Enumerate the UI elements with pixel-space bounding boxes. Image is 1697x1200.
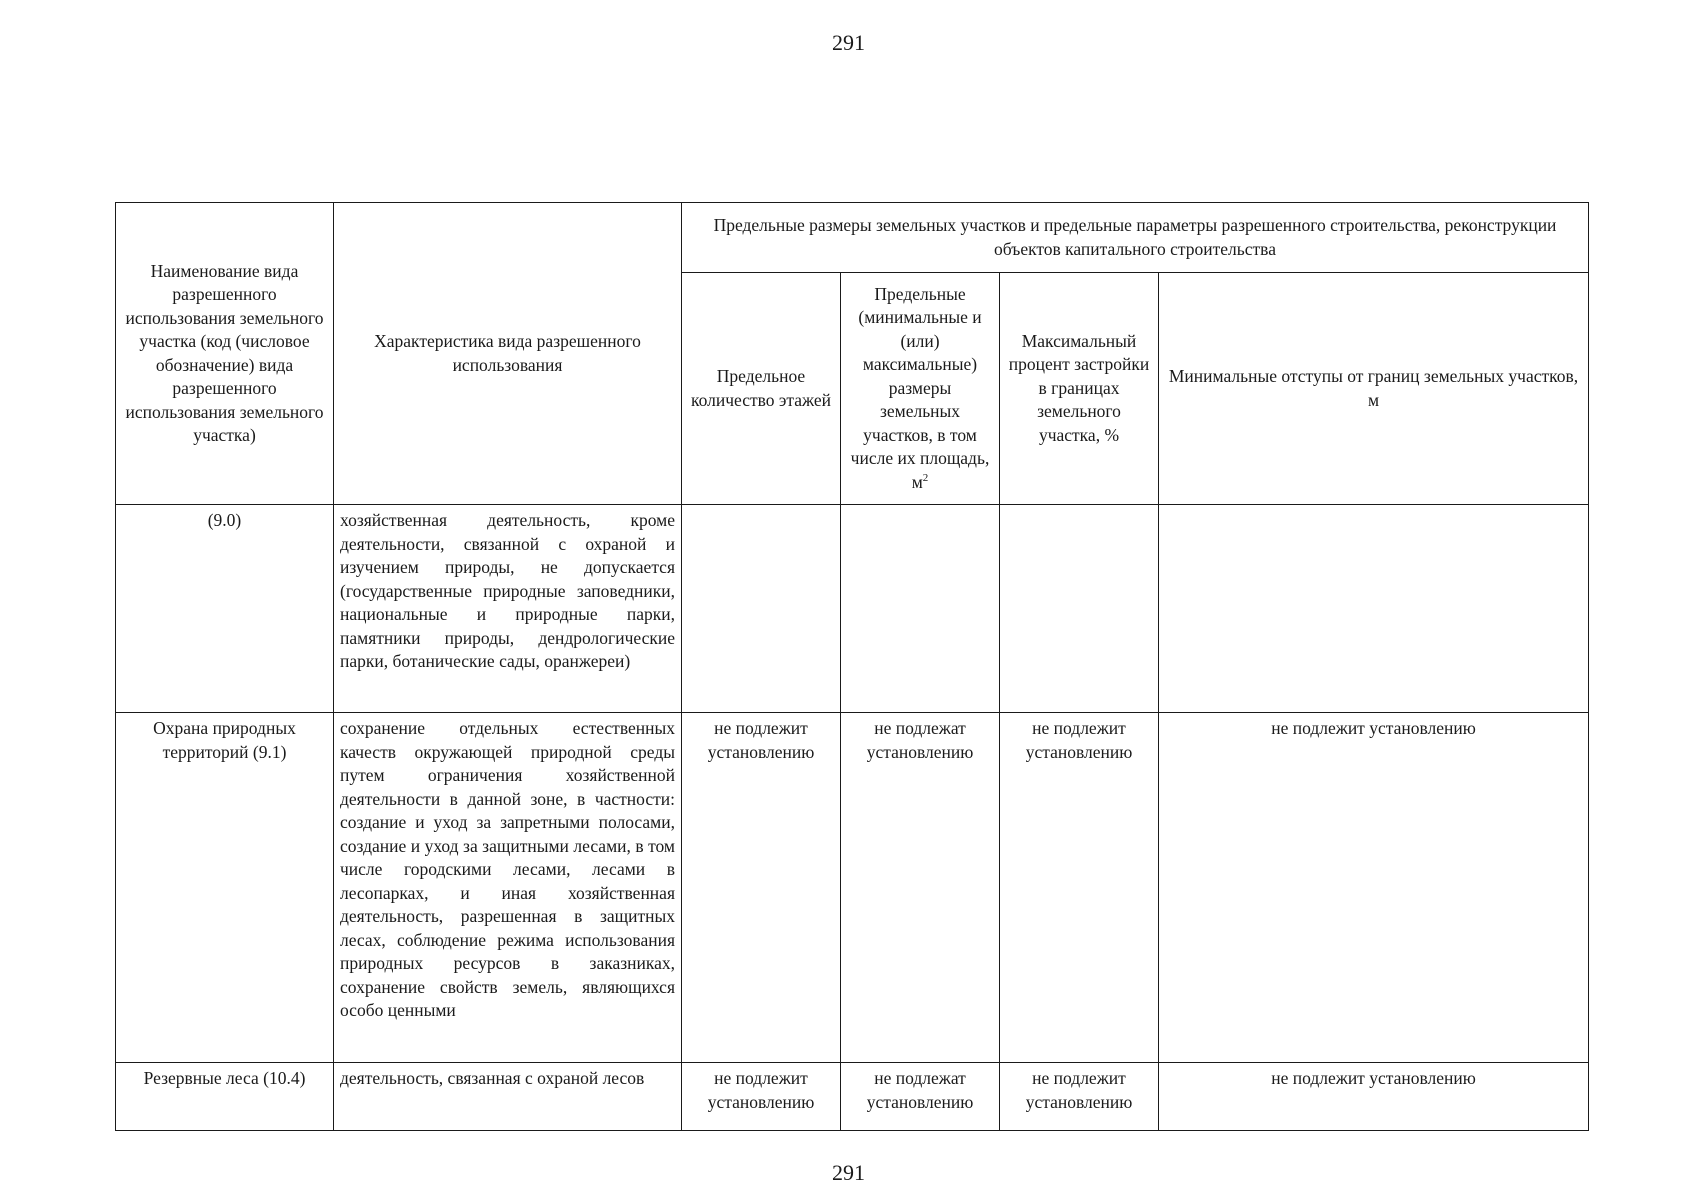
zoning-regulations-table xyxy=(115,202,1589,1131)
header-plot-size-sup: 2 xyxy=(922,471,929,484)
header-setbacks: Минимальные отступы от границ земельных участков, м xyxy=(1159,273,1589,505)
header-plot-size-text: Предельные (минимальные и (или) максимальные) размеры земельных участков, в том числе их площадь, м xyxy=(850,283,990,492)
row-plot-size: не подлежат установлению xyxy=(841,713,1000,1063)
header-limits-group: Предельные размеры земельных участков и предельные параметры разрешенного строительства, реконструкции объектов капитального строительства xyxy=(682,203,1589,273)
row-floors: не подлежит установлению xyxy=(682,1063,841,1131)
row-name: Резервные леса (10.4) xyxy=(116,1063,334,1131)
row-floors: не подлежит установлению xyxy=(682,713,841,1063)
row-max-coverage: не подлежит установлению xyxy=(1000,713,1159,1063)
header-max-coverage: Максимальный процент застройки в границах земельного участка, % xyxy=(1000,273,1159,505)
row-max-coverage: не подлежит установлению xyxy=(1000,1063,1159,1131)
row-setbacks: не подлежит установлению xyxy=(1159,1063,1589,1131)
header-floors: Предельное количество этажей xyxy=(682,273,841,505)
row-characteristic: хозяйственная деятельность, кроме деятельности, связанной с охраной и изучением природы, не допускается (государственные природные заповедники, национальные и природные парки, памятники природы, дендрологические парки, ботанические сады, оранжереи) xyxy=(334,505,682,713)
table-row xyxy=(116,505,1589,713)
row-characteristic: деятельность, связанная с охраной лесов xyxy=(334,1063,682,1131)
row-name: (9.0) xyxy=(116,505,334,713)
row-plot-size: не подлежат установлению xyxy=(841,1063,1000,1131)
header-row-1 xyxy=(116,203,1589,273)
row-plot-size xyxy=(841,505,1000,713)
header-name: Наименование вида разрешенного использования земельного участка (код (числовое обозначение) вида разрешенного использования земельного участка) xyxy=(116,203,334,505)
row-setbacks: не подлежит установлению xyxy=(1159,713,1589,1063)
header-characteristic: Характеристика вида разрешенного использования xyxy=(334,203,682,505)
table-row xyxy=(116,713,1589,1063)
row-max-coverage xyxy=(1000,505,1159,713)
page-number-bottom: 291 xyxy=(832,1160,865,1185)
row-characteristic: сохранение отдельных естественных качеств окружающей природной среды путем ограничения хозяйственной деятельности в данной зоне, в частности: создание и уход за запретными полосами, создание и уход за защитными лесами, в том числе городскими лесами, лесами в лесопарках, и иная хозяйственная деятельность, разрешенная в защитных лесах, соблюдение режима использования природных ресурсов в заказниках, сохранение свойств земель, являющихся особо ценными xyxy=(334,713,682,1063)
row-name: Охрана природных территорий (9.1) xyxy=(116,713,334,1063)
row-setbacks xyxy=(1159,505,1589,713)
row-floors xyxy=(682,505,841,713)
header-plot-size xyxy=(841,273,1000,505)
table-row xyxy=(116,1063,1589,1131)
page-number-top: 291 xyxy=(832,30,865,55)
